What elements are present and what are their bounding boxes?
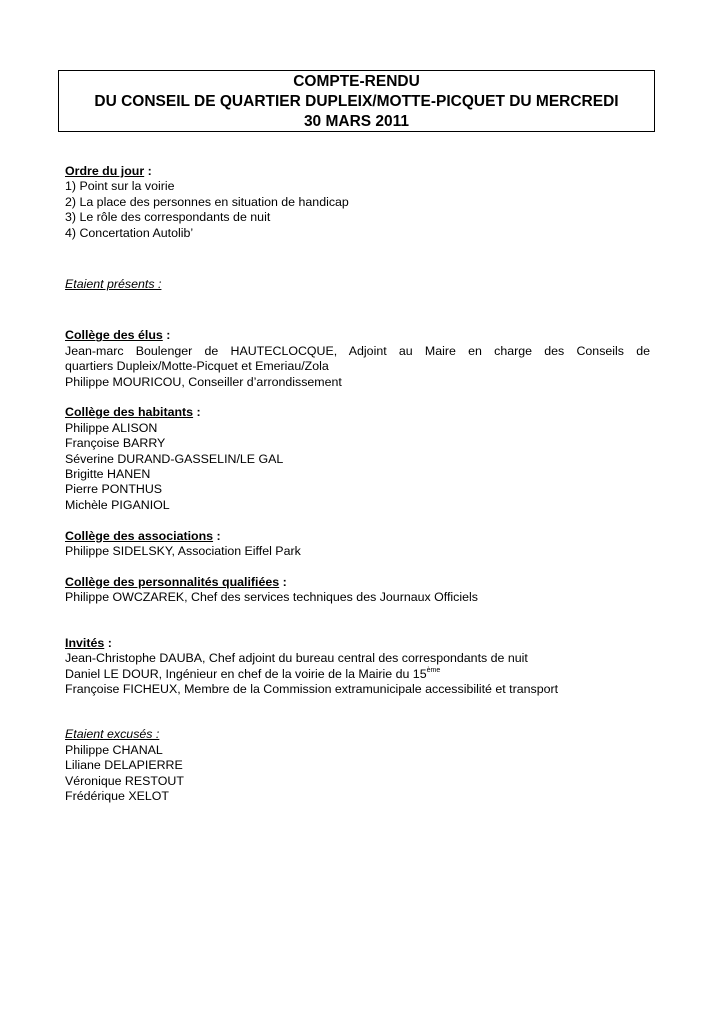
habitant-name: Séverine DURAND-GASSELIN/LE GAL — [65, 451, 284, 466]
agenda-item: 1) Point sur la voirie — [65, 179, 175, 194]
invite-line-superscript: ème — [426, 666, 441, 674]
invite-line: Françoise FICHEUX, Membre de la Commission extramunicipale accessibilité et transport — [65, 681, 559, 696]
agenda-heading-colon: : — [144, 164, 152, 178]
invites-heading-colon: : — [104, 635, 112, 650]
invite-line-text: Daniel LE DOUR, Ingénieur en chef de la voirie de la Mairie du 15 — [65, 666, 427, 681]
associations-heading-colon: : — [213, 528, 221, 543]
agenda-item: 2) La place des personnes en situation de handicap — [65, 194, 349, 209]
document-body — [65, 164, 650, 804]
excuse-name: Véronique RESTOUT — [65, 773, 184, 788]
elus-heading: Collège des élus — [65, 328, 163, 343]
associations-heading: Collège des associations — [65, 528, 214, 543]
agenda-section — [65, 164, 650, 241]
document-title-box — [58, 70, 655, 132]
excuse-name: Philippe CHANAL — [65, 742, 163, 757]
association-member: Philippe SIDELSKY, Association Eiffel Park — [65, 544, 301, 559]
habitant-name: Philippe ALISON — [65, 420, 158, 435]
invites-heading-line — [65, 636, 650, 651]
habitant-name: Françoise BARRY — [65, 436, 166, 451]
excuse-name: Frédérique XELOT — [65, 788, 169, 803]
habitant-name: Brigitte HANEN — [65, 467, 151, 482]
agenda-heading: Ordre du jour — [65, 164, 145, 178]
personnalites-section — [65, 575, 650, 606]
agenda-heading-line — [65, 164, 650, 179]
associations-heading-line — [65, 529, 650, 544]
habitant-name: Michèle PIGANIOL — [65, 497, 170, 512]
elus-heading-colon: : — [162, 328, 171, 343]
habitant-name: Pierre PONTHUS — [65, 482, 163, 497]
personnalites-heading-colon: : — [279, 574, 287, 589]
elus-line: quartiers Dupleix/Motte-Picquet et Emeriau/Zola — [65, 359, 329, 374]
habitants-heading-line — [65, 405, 650, 420]
elus-section — [65, 328, 650, 390]
habitants-section — [65, 405, 650, 513]
title-line-3: 30 MARS 2011 — [303, 113, 410, 130]
personnalites-heading-line — [65, 575, 650, 590]
invite-line: Jean-Christophe DAUBA, Chef adjoint du bureau central des correspondants de nuit — [65, 651, 528, 666]
excuses-label: Etaient excusés : — [65, 727, 160, 742]
title-line-2: DU CONSEIL DE QUARTIER DUPLEIX/MOTTE-PICQUET DU MERCREDI — [94, 93, 619, 110]
habitants-heading-colon: : — [193, 405, 201, 420]
elus-line: Jean-marc Boulenger de HAUTECLOCQUE, Adjoint au Maire en charge des Conseils de — [65, 343, 650, 358]
invite-line — [65, 667, 650, 682]
elus-line: Philippe MOURICOU, Conseiller d’arrondissement — [65, 374, 342, 389]
agenda-item: 3) Le rôle des correspondants de nuit — [65, 210, 271, 225]
invites-heading: Invités — [65, 635, 105, 650]
personnalites-heading: Collège des personnalités qualifiées — [65, 574, 280, 589]
excuses-section — [65, 727, 650, 804]
personnalite-member: Philippe OWCZAREK, Chef des services techniques des Journaux Officiels — [65, 590, 478, 605]
present-label: Etaient présents : — [65, 277, 162, 292]
elus-heading-line — [65, 328, 650, 343]
associations-section — [65, 529, 650, 560]
invites-section — [65, 636, 650, 698]
title-line-1: COMPTE-RENDU — [293, 73, 420, 90]
agenda-item: 4) Concertation Autolib’ — [65, 225, 194, 240]
excuse-name: Liliane DELAPIERRE — [65, 758, 183, 773]
habitants-heading: Collège des habitants — [65, 405, 194, 420]
